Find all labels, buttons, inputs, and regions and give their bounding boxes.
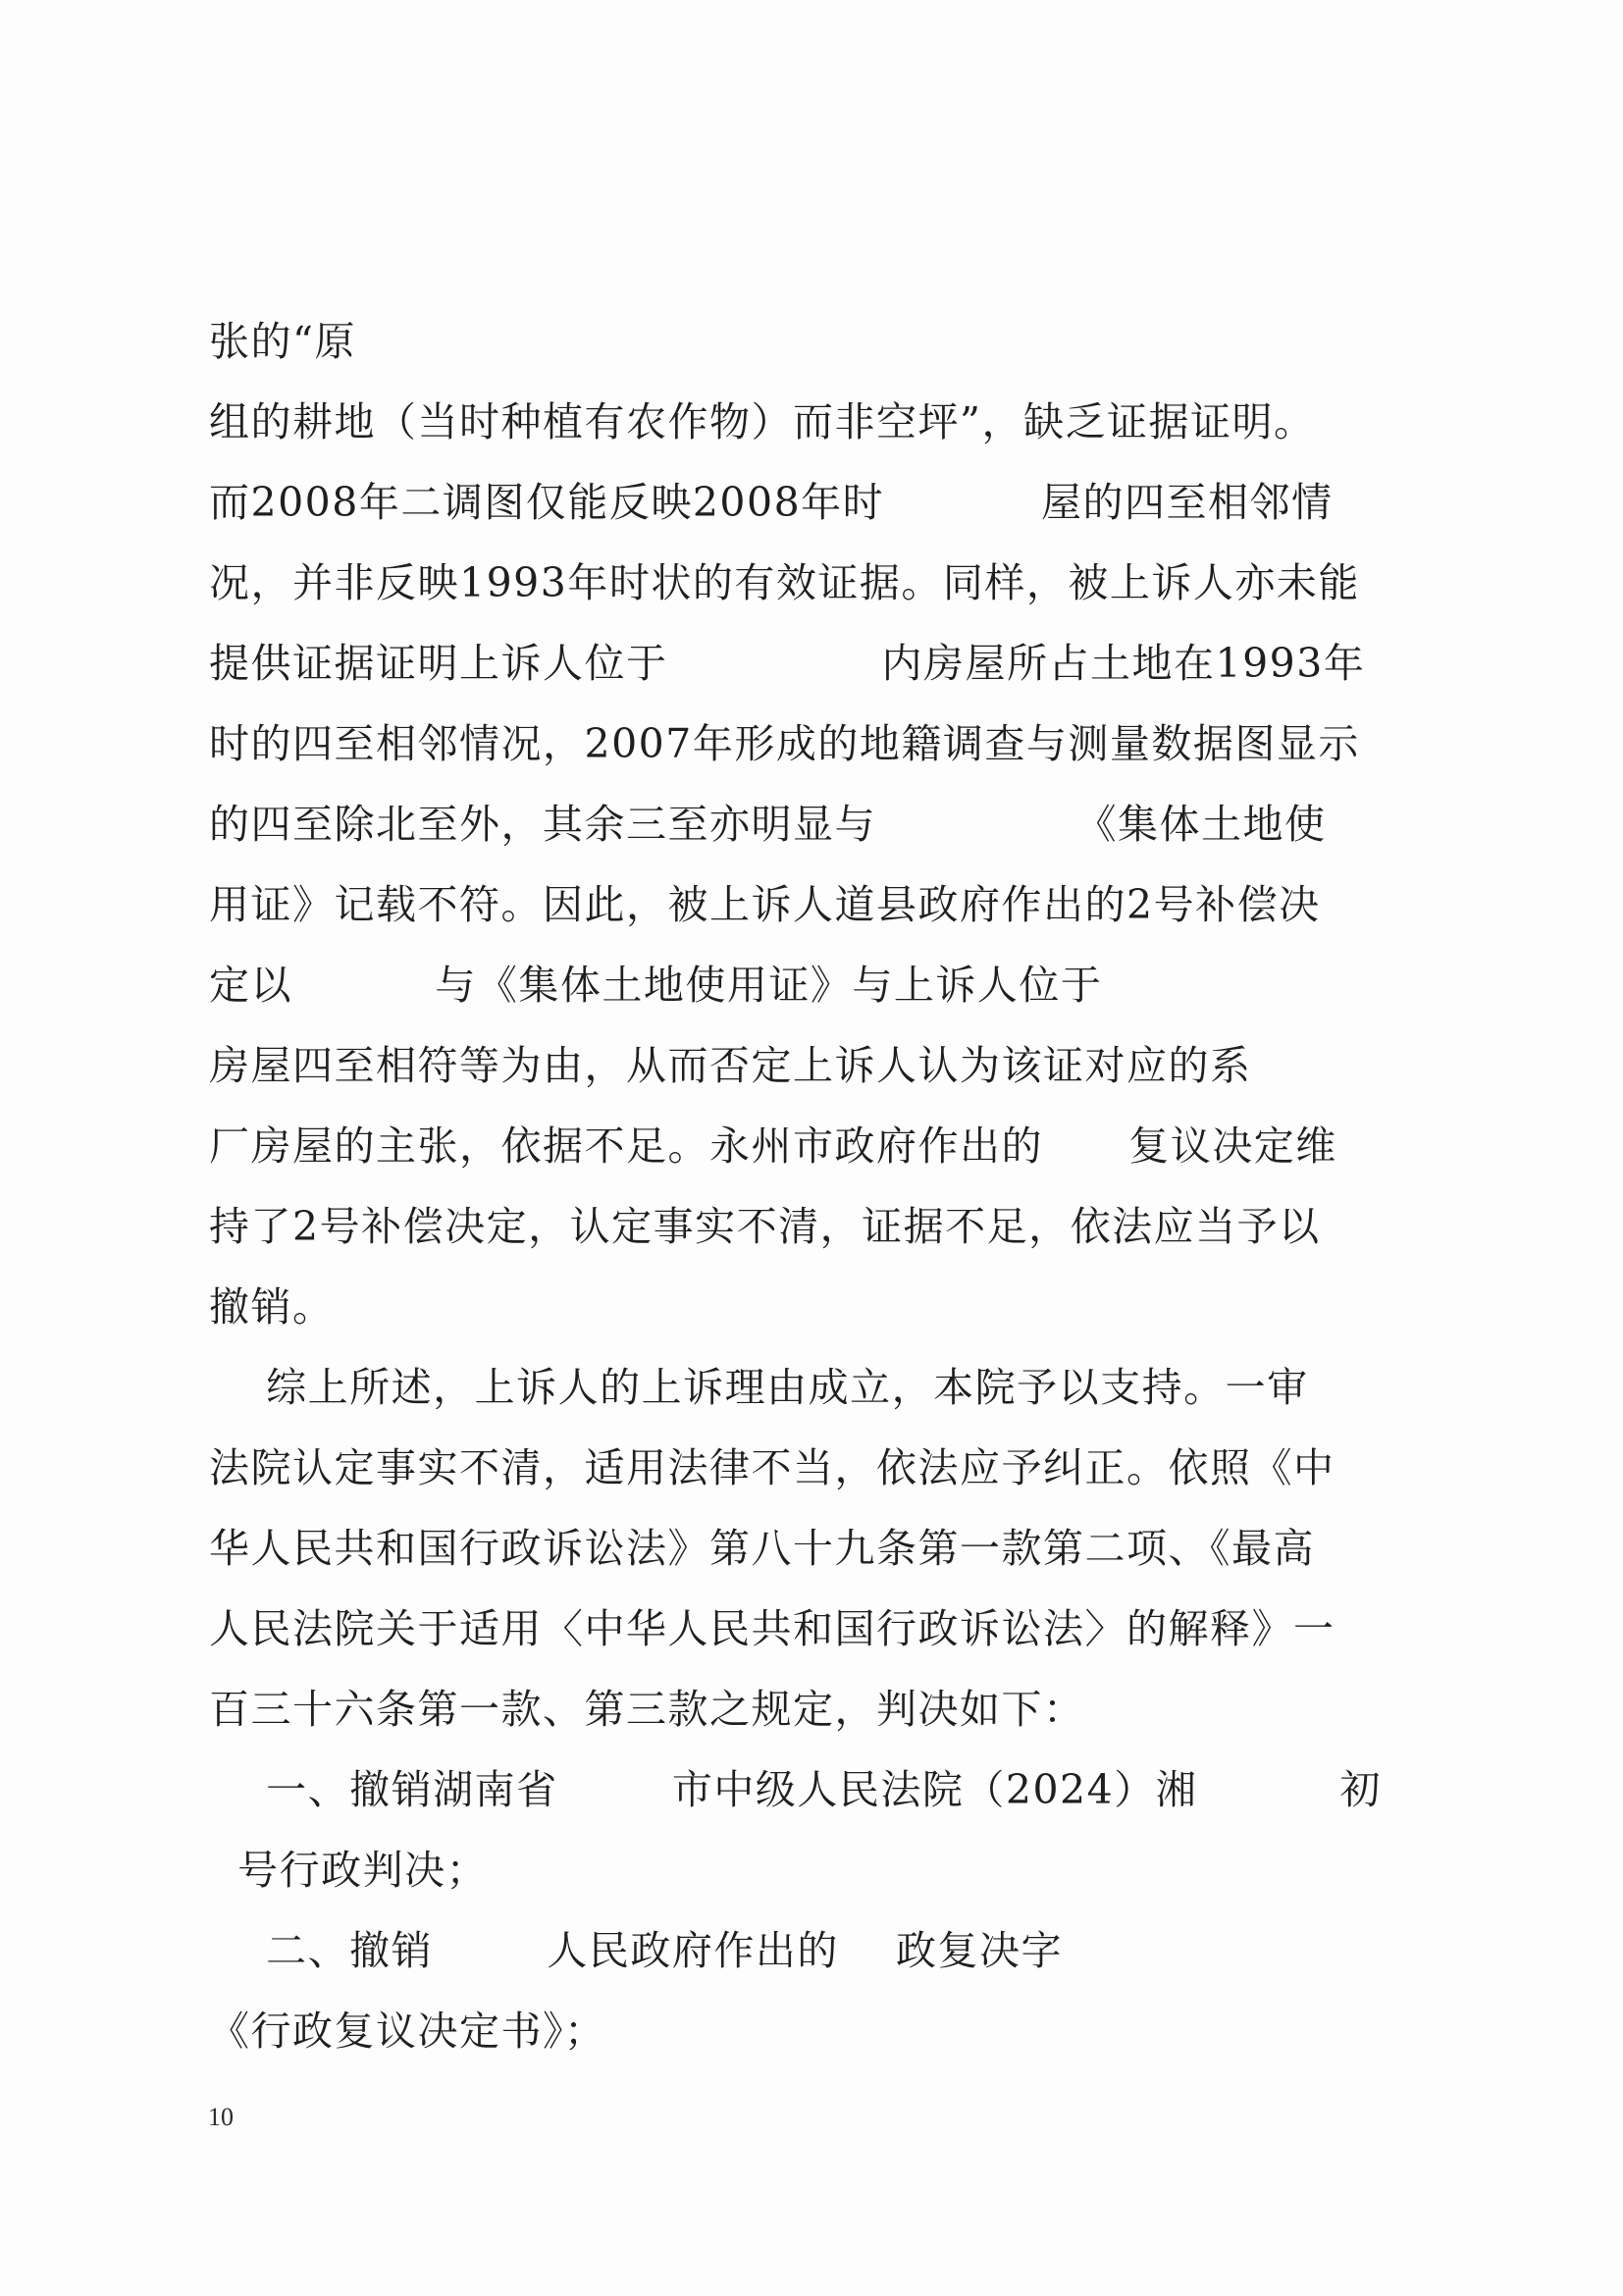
text-line: 定以 与《集体土地使用证》与上诉人位于 <box>209 962 1387 1009</box>
text-line: 《行政复议决定书》； <box>209 2008 606 2055</box>
text-line: 况，并非反映1993年时状的有效证据。同样，被上诉人亦未能 <box>209 559 1360 606</box>
text-line: 二、撤销 人民政府作出的 政复决字 <box>209 1927 1064 1974</box>
text-line: 组的耕地（当时种植有农作物）而非空坪”，缺乏证据证明。 <box>209 398 1316 445</box>
text-line: 厂房屋的主张，依据不足。永州市政府作出的 复议决定维 <box>209 1122 1337 1170</box>
text-line: 持了2号补偿决定，认定事实不清，证据不足，依法应当予以 <box>209 1203 1321 1250</box>
text-line: 综上所述，上诉人的上诉理由成立，本院予以支持。一审 <box>209 1364 1309 1411</box>
text-line: 张的“原 <box>209 318 356 365</box>
text-line: 华人民共和国行政诉讼法》第八十九条第一款第二项、《最高 <box>209 1525 1315 1572</box>
text-line: 人民法院关于适用〈中华人民共和国行政诉讼法〉的解释》一 <box>209 1605 1335 1652</box>
text-line: 房屋四至相符等为由，从而否定上诉人认为该证对应的系 <box>209 1042 1337 1089</box>
text-line: 百三十六条第一款、第三款之规定，判决如下： <box>209 1686 1085 1733</box>
text-line: 用证》记载不符。因此，被上诉人道县政府作出的2号补偿决 <box>209 881 1321 928</box>
text-line: 法院认定事实不清，适用法律不当，依法应予纠正。依照《中 <box>209 1444 1335 1491</box>
page-number: 10 <box>208 2103 234 2131</box>
text-line: 撤销。 <box>209 1283 335 1331</box>
text-line: 提供证据证明上诉人位于 内房屋所占土地在1993年 <box>209 640 1366 687</box>
text-line: 而2008年二调图仅能反映2008年时 屋的四至相邻情 <box>209 479 1334 526</box>
text-line: 一、撤销湖南省 市中级人民法院（2024）湘 初 <box>209 1766 1383 1813</box>
text-line: 号行政判决； <box>209 1847 489 1894</box>
text-line: 的四至除北至外，其余三至亦明显与 《集体土地使 <box>209 801 1327 848</box>
text-line: 时的四至相邻情况，2007年形成的地籍调查与测量数据图显示 <box>209 720 1360 767</box>
